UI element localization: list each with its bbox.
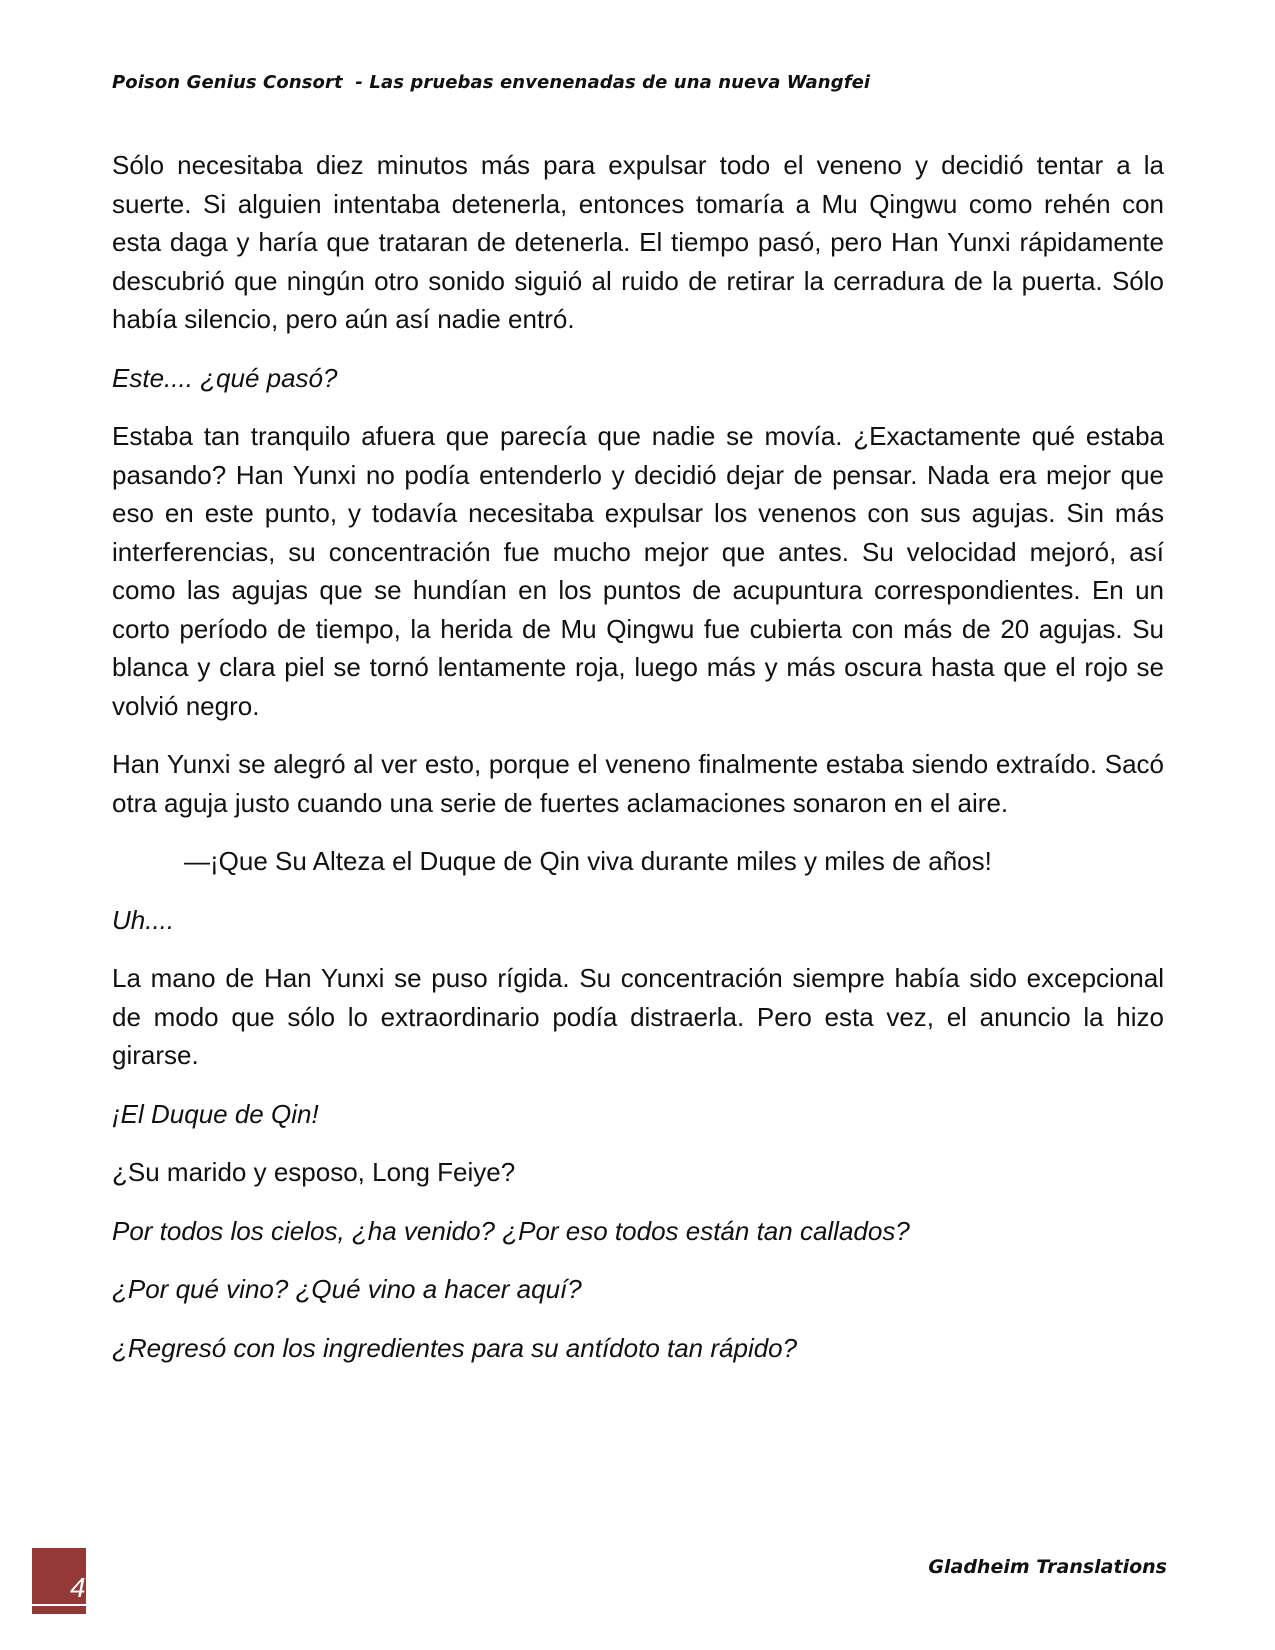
document-body: [112, 146, 1164, 1387]
paragraph-7: La mano de Han Yunxi se puso rígida. Su concentración siempre había sido excepcional de modo que sólo lo extraordinario podía distraerla. Pero esta vez, el anuncio la hizo girarse.: [112, 963, 1164, 1070]
paragraph-8-thought: ¡El Duque de Qin!: [112, 1098, 319, 1129]
paragraph-11-thought: ¿Por qué vino? ¿Qué vino a hacer aquí?: [112, 1274, 582, 1304]
paragraph-5-dialogue: —¡Que Su Alteza el Duque de Qin viva durante miles y miles de años!: [184, 846, 992, 876]
paragraph-1: Sólo necesitaba diez minutos más para expulsar todo el veneno y decidió tentar a la suerte. Si alguien intentaba detenerla, entonces tomaría a Mu Qingwu como rehén con esta daga y haría que trataran de detenerla. El tiempo pasó, pero Han Yunxi rápidamente descubrió que ningún otro sonido siguió al ruido de retirar la cerradura de la puerta. Sólo había silencio, pero aún así nadie entró.: [112, 150, 1164, 334]
page-number: 4: [70, 1572, 86, 1603]
paragraph-6-thought: Uh....: [112, 904, 175, 935]
paragraph-2-thought: Este.... ¿qué pasó?: [112, 362, 338, 393]
page-number-underline: [32, 1604, 86, 1606]
paragraph-3: Estaba tan tranquilo afuera que parecía que nadie se movía. ¿Exactamente qué estaba pasando? Han Yunxi no podía entenderlo y decidió dejar de pensar. Nada era mejor que eso en este punto, y todavía necesitaba expulsar los venenos con sus agujas. Sin más interferencias, su concentración fue mucho mejor que antes. Su velocidad mejoró, así como las agujas que se hundían en los puntos de acupuntura correspondientes. En un corto período de tiempo, la herida de Mu Qingwu fue cubierta con más de 20 agujas. Su blanca y clara piel se tornó lentamente roja, luego más y más oscura hasta que el rojo se volvió negro.: [112, 421, 1164, 721]
paragraph-12-thought: ¿Regresó con los ingredientes para su antídoto tan rápido?: [112, 1332, 798, 1363]
page-header-title: Poison Genius Consort - Las pruebas envenenadas de una nueva Wangfei: [112, 72, 871, 93]
paragraph-9: ¿Su marido y esposo, Long Feiye?: [112, 1157, 516, 1187]
paragraph-10-thought: Por todos los cielos, ¿ha venido? ¿Por eso todos están tan callados?: [112, 1215, 910, 1246]
footer-credit: Gladheim Translations: [928, 1556, 1167, 1578]
paragraph-4: Han Yunxi se alegró al ver esto, porque el veneno finalmente estaba siendo extraído. Sacó otra aguja justo cuando una serie de fuertes aclamaciones sonaron en el aire.: [112, 749, 1164, 818]
